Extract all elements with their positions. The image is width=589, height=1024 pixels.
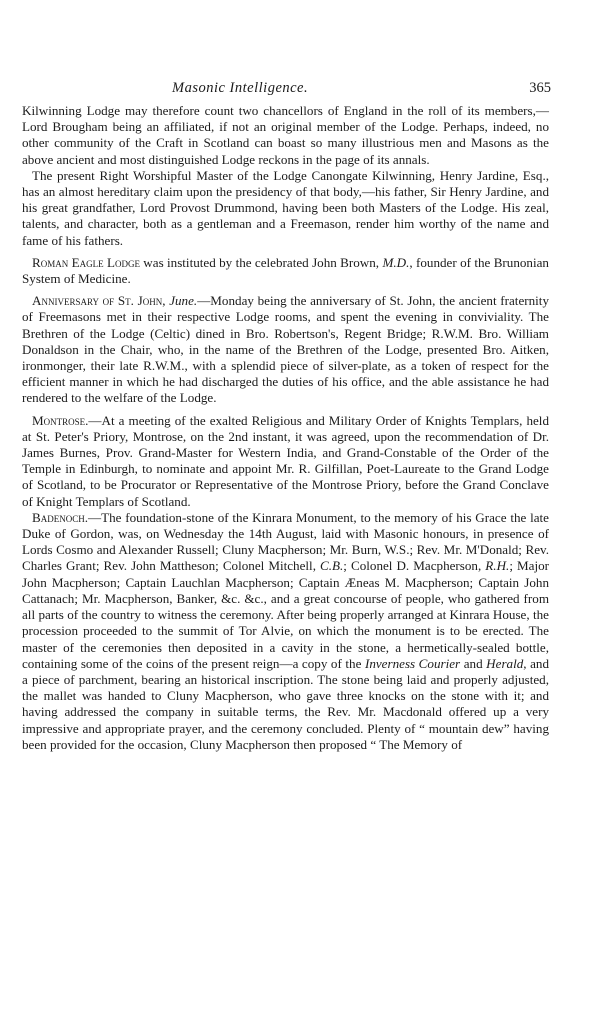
paragraph-text: , founder of the Brunonian System of Medicine. [22, 254, 549, 287]
paragraph-anniversary [22, 293, 549, 406]
paragraph-text: Kilwinning Lodge may therefore count two chancellors of England in the roll of its members,—Lord Brougham being an affiliated, if not an original member of the Lodge. Perhaps, indeed, no other community of the Craft in Scotland can boast so many illustrious men and Masons as the above ancient and most distinguished Lodge reckons in the page of its annals. [22, 103, 549, 167]
paragraph-text: ; Major John Macpherson; Captain Lauchlan Macpherson; Captain Æneas M. Macpherson; Captain John Cattanach; Mr. Macpherson, Banker, &c. &c., and a great concourse of people, who gathered from all parts of the country to witness the ceremony. After being properly arranged at Kinrara House, the procession proceeded to the summit of Tor Alvie, on which the monument is to be erected. The master of the ceremonies then deposited in a cavity in the stone, a hermetically-sealed bottle, containing some of the coins of the present reign—a copy of the [22, 558, 549, 671]
paragraph-text: , and a piece of parchment, bearing an historical inscription. The stone being laid and properly adjusted, the mallet was handed to Cluny Macpherson, who gave three knocks on the stone with it; and having addressed the company in suitable terms, the Rev. Mr. Macdonald offered up a very impressive and appropriate prayer, and the ceremony concluded. Plenty of “ mountain dew” having been provided for the occasion, Cluny Macpherson then proposed “ The Memory of [22, 655, 550, 752]
section-heading: Roman Eagle Lodge [32, 254, 140, 270]
paragraph-badenoch [22, 510, 549, 753]
running-title: Masonic Intelligence. [172, 80, 309, 96]
italic-text: C.B. [320, 558, 344, 574]
paragraph-text: was instituted by the celebrated John Brown, [139, 254, 383, 270]
section-heading: Badenoch. [32, 509, 89, 525]
paragraph-text: —Monday being the anniversary of St. John, the ancient fraternity of Freemasons met in their respective Lodge rooms, and spent the evening in conviviality. The Brethren of the Lodge (Celtic) dined in Bro. Robertson's, Regent Bridge; R.W.M. Bro. William Donaldson in the Chair, who, in the name of the Brethren of the Lodge, presented Bro. Aitken, ironmonger, their late R.W.M., with a splendid piece of silver-plate, as a token of respect for the efficient manner in which he had discharged the duties of his office, and the able assistance he had rendered to the welfare of the Lodge. [22, 293, 549, 406]
paragraph-montrose [22, 413, 549, 510]
paragraph-kilwinning [22, 103, 549, 168]
paragraph-text: and [460, 655, 487, 671]
paragraph-text: —At a meeting of the exalted Religious and Military Order of Knights Templars, held at St. Peter's Priory, Montrose, on the 2nd instant, it was agreed, upon the recommendation of Dr. James Burnes, Prov. Grand-Master for Western India, and Grand-Constable of the Order of the Temple in Edinburgh, to nominate and appoint Mr. R. Gilfillan, Poet-Laureate to the Grand Lodge of Scotland, to be Procurator or Representative of the Montrose Priory, before the Grand Conclave of Knight Templars of Scotland. [22, 412, 549, 509]
paragraph-text: —The foundation-stone of the Kinrara Monument, to the memory of his Grace the late Duke of Gordon, was, on Wednesday the 14th August, laid with Masonic honours, in presence of Lords Cosmo and Alexander Russell; Cluny Macpherson; Mr. Burn, W.S.; Rev. Mr. M'Donald; Rev. Charles Grant; Rev. John Mattheson; Colonel Mitchell, [22, 509, 549, 574]
italic-text: R.H. [485, 558, 510, 574]
paragraph-text: The present Right Worshipful Master of the Lodge Canongate Kilwinning, Henry Jardine, Esq., has an almost hereditary claim upon the presidency of that body,—his father, Sir Henry Jardine, and his great grandfather, Lord Provost Drummond, having been both Masters of the Lodge. His zeal, talents, and character, both as a gentleman and a Freemason, render him worthy of the name and fame of his fathers. [22, 167, 549, 248]
page-number: 365 [529, 80, 551, 96]
italic-text: Herald [486, 655, 524, 671]
section-heading: Anniversary of St. John, [32, 293, 166, 309]
italic-text: M.D. [382, 254, 410, 270]
italic-text: June. [169, 293, 198, 309]
paragraph-canongate [22, 168, 549, 249]
paragraph-roman-eagle-lodge [22, 255, 549, 287]
section-heading: Montrose. [32, 412, 89, 428]
italic-text: Inverness Courier [364, 655, 461, 671]
page-header [0, 80, 589, 100]
paragraph-text: ; Colonel D. Macpherson, [343, 558, 486, 574]
article-body [22, 103, 549, 753]
